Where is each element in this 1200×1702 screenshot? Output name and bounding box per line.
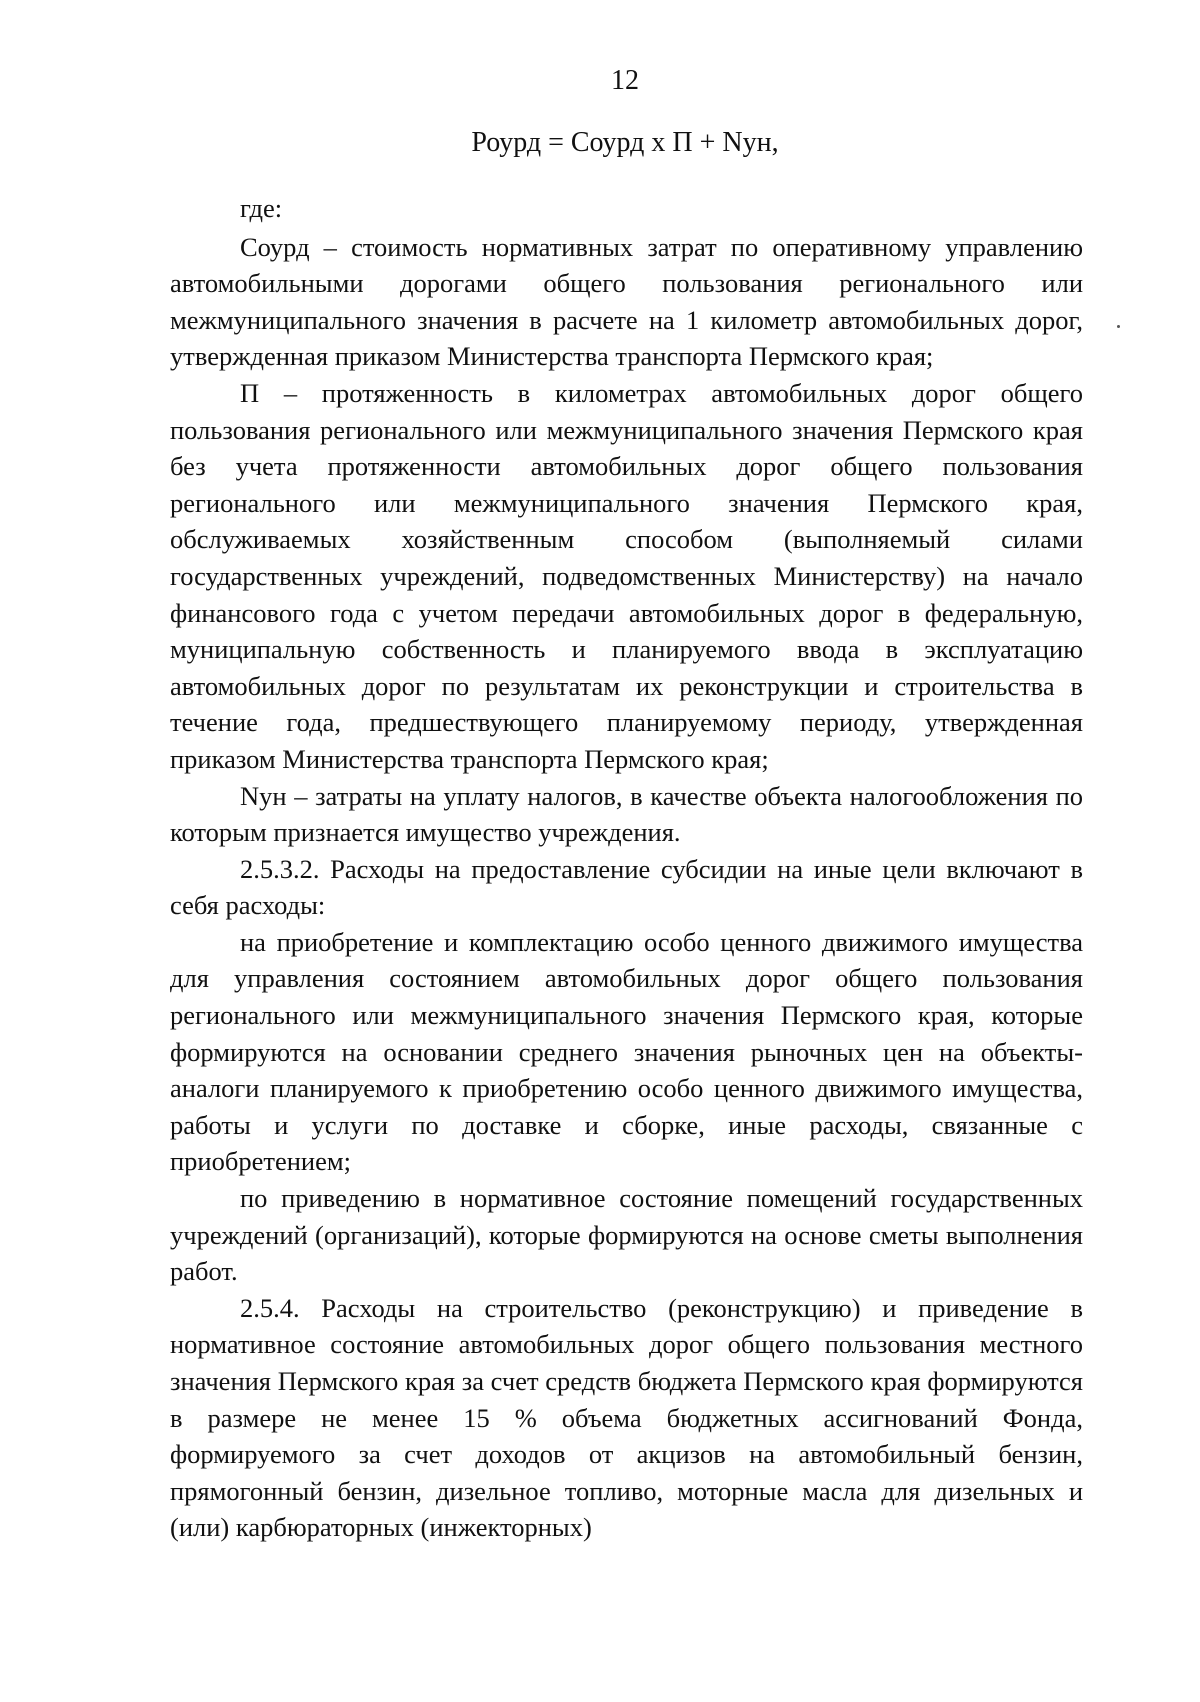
paragraph-2-5-3-2: 2.5.3.2. Расходы на предоставление субсидии на иные цели включают в себя расходы: — [170, 853, 1083, 921]
paragraph-acquisition: на приобретение и комплектацию особо ценного движимого имущества для управления состоянием автомобильных дорог общего пользования регионального или межмуниципального значения Пермского края, которые формируются на основании среднего значения рыночных цен на объекты-аналоги планируемого к приобретению особо ценного движимого имущества, работы и услуги по доставке и сборке, иные расходы, связанные с приобретением; — [170, 926, 1083, 1177]
paragraph-2-5-4: 2.5.4. Расходы на строительство (реконструкцию) и приведение в нормативное состояние автомобильных дорог общего пользования местного значения Пермского края за счет средств бюджета Пермского края формируются в размере не менее 15 % объема бюджетных ассигнований Фонда, формируемого за счет доходов от акцизов на автомобильный бензин, прямогонный бензин, дизельное топливо, моторные масла для дизельных и (или) карбюраторных (инжекторных) — [170, 1292, 1083, 1543]
document-body — [170, 190, 1083, 1546]
formula: Роурд = Соурд х П + Nун, — [471, 127, 779, 158]
paragraph-premises: по приведению в нормативное состояние помещений государственных учреждений (организаций), которые формируются на основе сметы выполнения работ. — [170, 1183, 1083, 1287]
paragraph-p-definition: П – протяженность в километрах автомобильных дорог общего пользования регионального или межмуниципального значения Пермского края без учета протяженности автомобильных дорог общего пользования регионального или межмуниципального значения Пермского края, обслуживаемых хозяйственным способом (выполняемый силами государственных учреждений, подведомственных Министерству) на начало финансового года с учетом передачи автомобильных дорог в федеральную, муниципальную собственность и планируемого ввода в эксплуатацию автомобильных дорог по результатам их реконструкции и строительства в течение года, предшествующего планируемому периоду, утвержденная приказом Министерства транспорта Пермского края; — [170, 377, 1083, 774]
page-number: 12 — [611, 65, 639, 96]
where-label: где: — [240, 193, 283, 223]
scan-speck — [1117, 325, 1120, 328]
paragraph-nun-definition: Nун – затраты на уплату налогов, в качестве объекта налогообложения по которым признается имущество учреждения. — [170, 780, 1083, 848]
paragraph-soyrd-definition: Соурд – стоимость нормативных затрат по оперативному управлению автомобильными дорогами общего пользования регионального или межмуниципального значения в расчете на 1 километр автомобильных дорог, утвержденная приказом Министерства транспорта Пермского края; — [170, 231, 1083, 372]
